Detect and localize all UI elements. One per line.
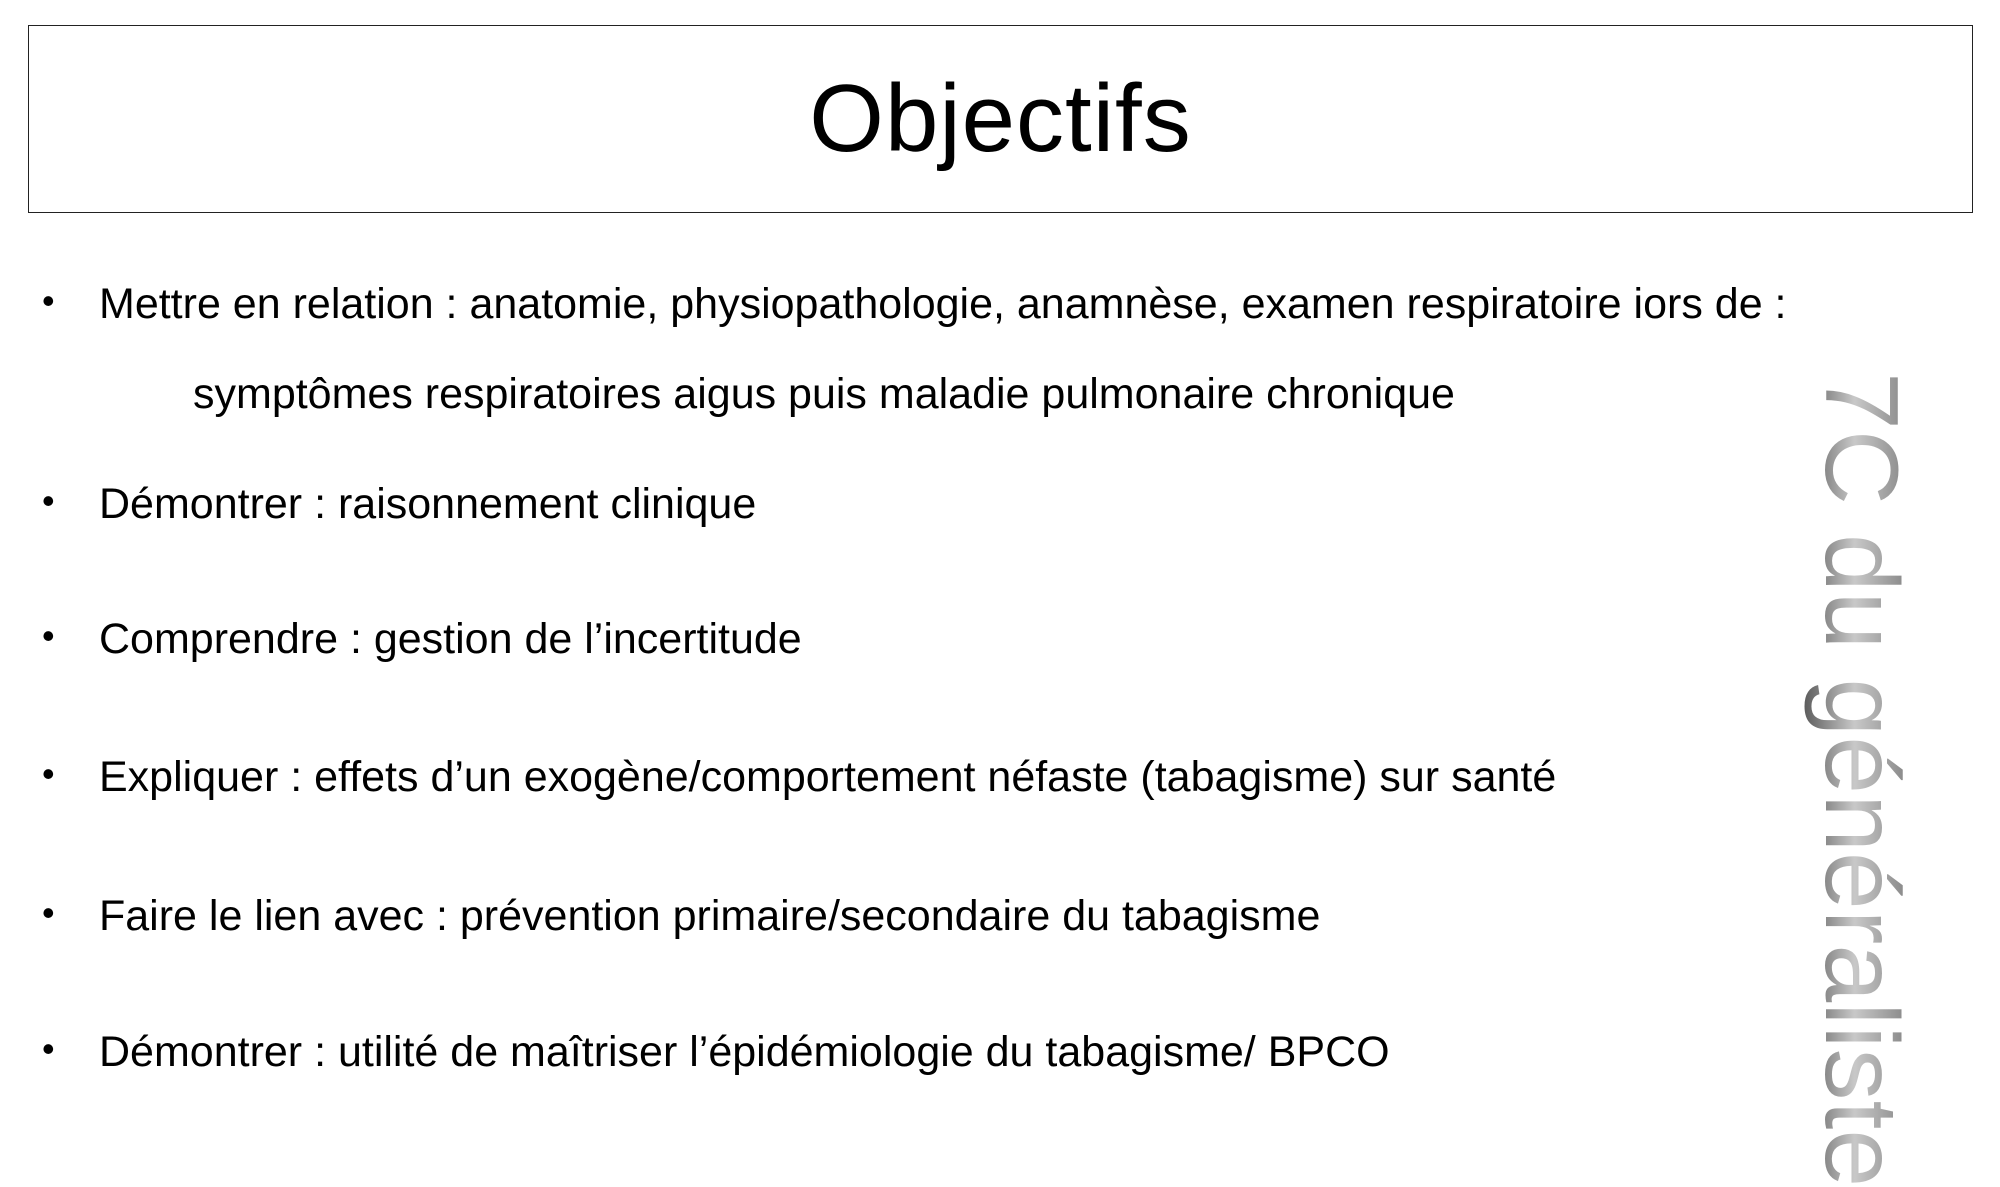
bullet: • [42, 480, 55, 521]
item-text: Comprendre : gestion de l’incertitude [99, 615, 802, 663]
item-text: Démontrer : utilité de maîtriser l’épidémiologie du tabagisme/ BPCO [99, 1028, 1390, 1076]
side-label: 7C du généraliste [1803, 372, 1919, 1187]
item-text: Mettre en relation : anatomie, physiopathologie, anamnèse, examen respiratoire iors de : [99, 280, 1787, 328]
item-text: Expliquer : effets d’un exogène/comportement néfaste (tabagisme) sur santé [99, 753, 1557, 801]
slide-title: Objectifs [809, 65, 1192, 172]
bullet: • [42, 753, 55, 794]
bullet: • [42, 280, 55, 321]
item-text: Démontrer : raisonnement clinique [99, 480, 757, 528]
bullet: • [42, 892, 55, 933]
bullet: • [42, 1028, 55, 1069]
bullet: • [42, 615, 55, 656]
title-box [28, 25, 1973, 213]
item-text: Faire le lien avec : prévention primaire/secondaire du tabagisme [99, 892, 1321, 940]
list-item-continuation: symptômes respiratoires aigus puis maladie pulmonaire chronique [193, 370, 1455, 418]
